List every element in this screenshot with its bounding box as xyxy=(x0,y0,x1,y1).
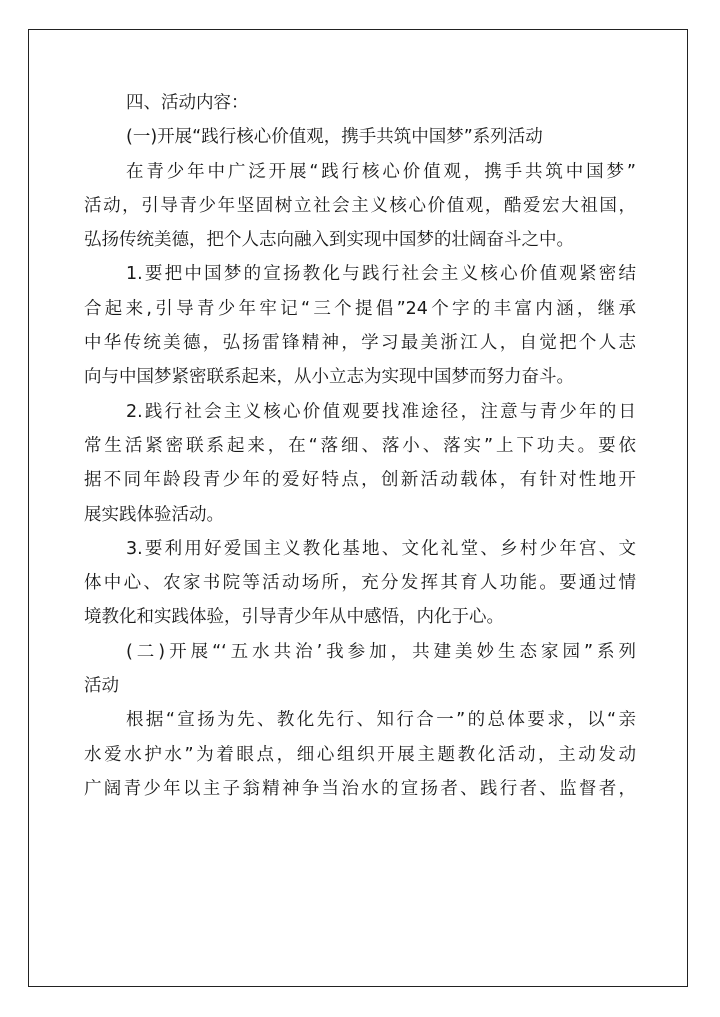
subsection-heading-2: (二)开展“‘五水共治’我参加，共建美妙生态家园”系列 xyxy=(126,641,636,662)
list-item-2-line: 2.践行社会主义核心价值观要找准途径，注意与青少年的日 xyxy=(126,401,636,422)
list-item-1-line: 中华传统美德，弘扬雷锋精神，学习最美浙江人，自觉把个人志 xyxy=(84,333,636,354)
list-item-3-line: 体中心、农家书院等活动场所，充分发挥其育人功能。要通过情 xyxy=(84,573,636,594)
paragraph-line: 根据“宣扬为先、教化先行、知行合一”的总体要求，以“亲 xyxy=(126,710,636,731)
list-item-2-line: 据不同年龄段青少年的爱好特点，创新活动载体，有针对性地开 xyxy=(84,470,636,491)
paragraph-line: 活动，引导青少年坚固树立社会主义核心价值观，酷爱宏大祖国， xyxy=(84,195,636,216)
list-item-3-line: 3.要利用好爱国主义教化基地、文化礼堂、乡村少年宫、文 xyxy=(126,538,636,559)
document-body xyxy=(84,86,636,806)
list-item-2-line: 常生活紧密联系起来，在“落细、落小、落实”上下功夫。要依 xyxy=(84,435,636,456)
list-item-1-line: 合起来,引导青少年牢记“三个提倡”24个字的丰富内涵，继承 xyxy=(84,298,636,319)
subsection-heading-1: (一)开展“践行核心价值观，携手共筑中国梦”系列活动 xyxy=(126,127,543,148)
list-item-1-line: 1.要把中国梦的宣扬教化与践行社会主义核心价值观紧密结 xyxy=(126,264,636,285)
list-item-3-line: 境教化和实践体验，引导青少年从中感悟，内化于心。 xyxy=(84,607,504,628)
paragraph-line: 广阔青少年以主子翁精神争当治水的宣扬者、践行者、监督者， xyxy=(84,778,636,799)
paragraph-line: 在青少年中广泛开展“践行核心价值观，携手共筑中国梦” xyxy=(126,161,636,182)
list-item-1-line: 向与中国梦紧密联系起来，从小立志为实现中国梦而努力奋斗。 xyxy=(84,367,574,388)
list-item-2-line: 展实践体验活动。 xyxy=(84,504,224,525)
paragraph-line: 水爱水护水”为着眼点，细心组织开展主题教化活动，主动发动 xyxy=(84,744,636,765)
paragraph-line: 弘扬传统美德，把个人志向融入到实现中国梦的壮阔奋斗之中。 xyxy=(84,230,574,251)
section-heading-activities: 四、活动内容： xyxy=(126,93,249,113)
subsection-heading-2: 活动 xyxy=(84,676,119,697)
